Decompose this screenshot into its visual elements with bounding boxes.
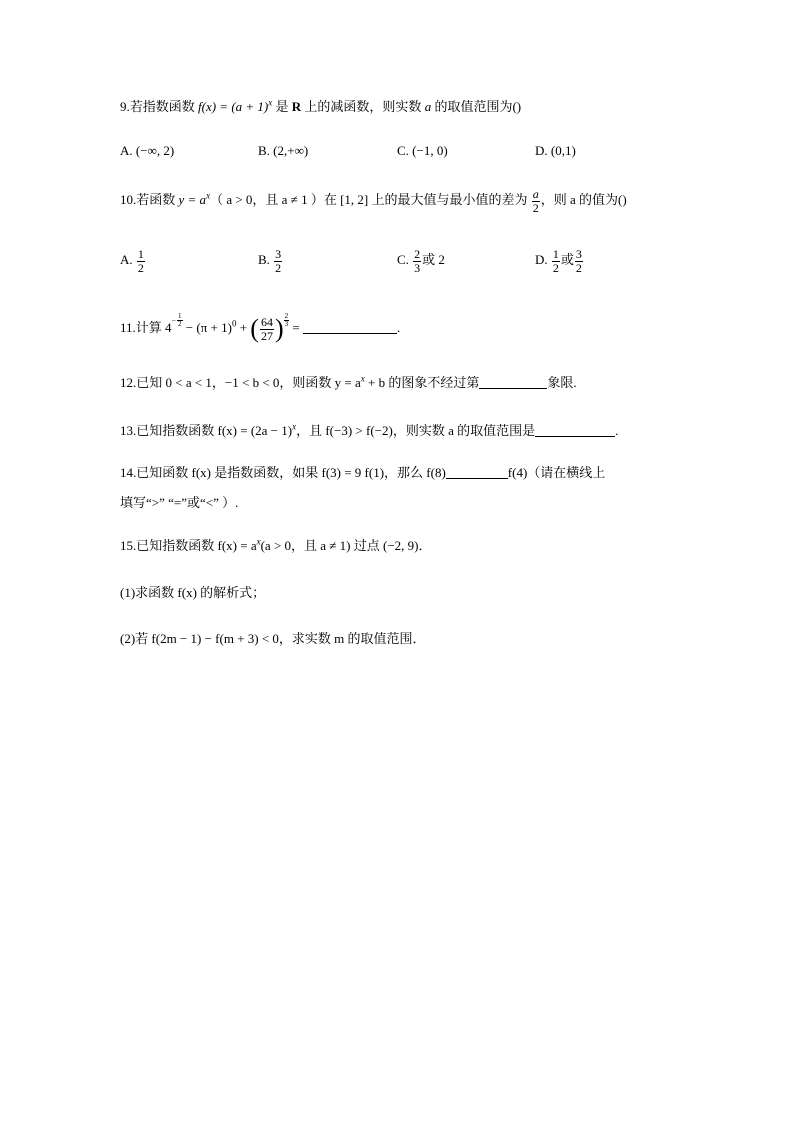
q9-option-b: [258, 142, 308, 160]
q14-answer-blank[interactable]: [446, 464, 508, 479]
q9-prefix: 9.若指数函数: [120, 99, 199, 114]
q11-outer-num: 2: [284, 312, 289, 320]
question-13: [120, 422, 618, 440]
option-fraction: [552, 248, 560, 275]
option-label: B.: [258, 143, 274, 158]
q9-exponent: x: [268, 97, 273, 108]
q13-exponent: x: [292, 421, 297, 432]
option-value: (2,+∞): [273, 143, 309, 158]
q15-text: 15.已知指数函数 f(x) = a: [120, 538, 257, 553]
q14-text: 14.已知函数 f(x) 是指数函数，如果 f(3) = 9 f(1)，那么 f(8): [120, 465, 446, 480]
q9-real-set: R: [291, 99, 302, 114]
option-label: C.: [397, 252, 413, 267]
q12-text: 12.已知 0 < a < 1，−1 < b < 0，则函数 y = a: [120, 375, 361, 390]
q11-end: .: [396, 320, 401, 335]
question-15: [120, 537, 432, 555]
q15-part-1-text: (1)求函数 f(x) 的解析式；: [120, 585, 266, 600]
q9-function: f(x) = (a + 1): [198, 99, 269, 114]
q11-plus: +: [236, 320, 251, 335]
frac-den: 2: [275, 260, 282, 275]
option-label: C.: [397, 143, 413, 158]
q11-answer-blank[interactable]: [303, 319, 397, 334]
q10-option-d: [535, 246, 584, 275]
q9-option-a: [120, 142, 174, 160]
q13-answer-blank[interactable]: [535, 422, 615, 437]
q9-option-d: [535, 142, 576, 160]
question-12: [120, 374, 577, 392]
q11-exp-num: 1: [178, 312, 182, 320]
q11-exponent: [172, 313, 183, 328]
q10-suffix: ，则 a 的值为(): [540, 192, 627, 207]
q15-exponent: x: [256, 536, 261, 547]
q14-text-2: f(4)（请在横线上: [507, 465, 606, 480]
q10-fraction: [532, 188, 540, 215]
question-9: [120, 98, 521, 116]
q10-option-c: [397, 246, 445, 275]
q10-frac-num: a: [532, 186, 539, 201]
q14-instruction: 填写“>” “=”或“<” ）.: [120, 495, 239, 510]
frac-den: 2: [137, 260, 144, 275]
q11-exp-sign: −: [171, 316, 177, 325]
q10-option-a: [120, 246, 146, 275]
q10-function: y = a: [178, 192, 207, 207]
q10-frac-den: 2: [532, 200, 539, 215]
q11-right-paren: ): [274, 314, 284, 344]
option-fraction: [137, 248, 145, 275]
question-11: [120, 310, 400, 346]
option-label: B.: [258, 252, 274, 267]
frac-num: 3: [275, 246, 282, 261]
q11-zero-exp: 0: [231, 318, 237, 329]
q13-end: .: [615, 423, 619, 438]
q11-equals: =: [289, 320, 303, 335]
q10-prefix: 10.若函数: [120, 192, 179, 207]
option-label: A.: [120, 252, 136, 267]
frac-den: 3: [414, 260, 421, 275]
frac-num: 3: [575, 246, 582, 261]
option-label: D.: [535, 252, 551, 267]
option-fraction-2: [575, 248, 583, 275]
q15-part-2-text: (2)若 f(2m − 1) − f(m + 3) < 0，求实数 m 的取值范围．: [120, 631, 426, 646]
q11-frac-den: 27: [260, 328, 273, 343]
q10-option-b: [258, 246, 283, 275]
q12-answer-blank[interactable]: [479, 374, 547, 389]
q10-exponent: x: [206, 190, 211, 201]
q9-text-2: 上的减函数，则实数: [301, 99, 425, 114]
q9-suffix: 的取值范围为(): [431, 99, 522, 114]
q11-fraction: [260, 316, 274, 343]
q11-prefix: 11.计算 4: [120, 320, 172, 335]
frac-num: 1: [552, 246, 559, 261]
option-extra: 或: [560, 252, 574, 267]
question-14-line-2: [120, 494, 238, 512]
q10-condition: （ a > 0，且 a ≠ 1 ）在 [1, 2] 上的最大值与最小值的差为: [210, 192, 531, 207]
option-fraction: [274, 248, 282, 275]
q13-text: 13.已知指数函数 f(x) = (2a − 1): [120, 423, 293, 438]
option-label: D.: [535, 143, 551, 158]
q11-outer-den: 3: [284, 320, 289, 328]
q12-exponent: x: [360, 373, 365, 384]
option-value: (0,1): [550, 143, 576, 158]
q11-frac-num: 64: [260, 314, 273, 329]
option-label: A.: [120, 143, 136, 158]
q9-text: 是: [272, 99, 292, 114]
q9-option-c: [397, 142, 448, 160]
q12-suffix: 象限.: [547, 375, 577, 390]
option-extra: 或 2: [422, 252, 445, 267]
q9-variable: a: [424, 99, 432, 114]
q12-text-2: + b 的图象不经过第: [364, 375, 480, 390]
question-15-part-1: [120, 584, 265, 602]
frac-num: 2: [414, 246, 421, 261]
frac-num: 1: [137, 246, 144, 261]
q13-text-2: ，且 f(−3) > f(−2)，则实数 a 的取值范围是: [296, 423, 536, 438]
q11-text: − (π + 1): [182, 320, 232, 335]
question-14-line-1: [120, 464, 605, 482]
option-fraction: [413, 248, 421, 275]
question-15-part-2: [120, 630, 426, 648]
q11-exp-den: 2: [178, 320, 182, 328]
option-value: (−∞, 2): [135, 143, 175, 158]
q11-left-paren: (: [250, 314, 259, 344]
frac-den: 2: [552, 260, 559, 275]
frac-den: 2: [575, 260, 582, 275]
q15-text-2: (a > 0，且 a ≠ 1) 过点 (−2, 9)．: [260, 538, 432, 553]
question-10: [120, 186, 627, 215]
option-value: (−1, 0): [412, 143, 448, 158]
